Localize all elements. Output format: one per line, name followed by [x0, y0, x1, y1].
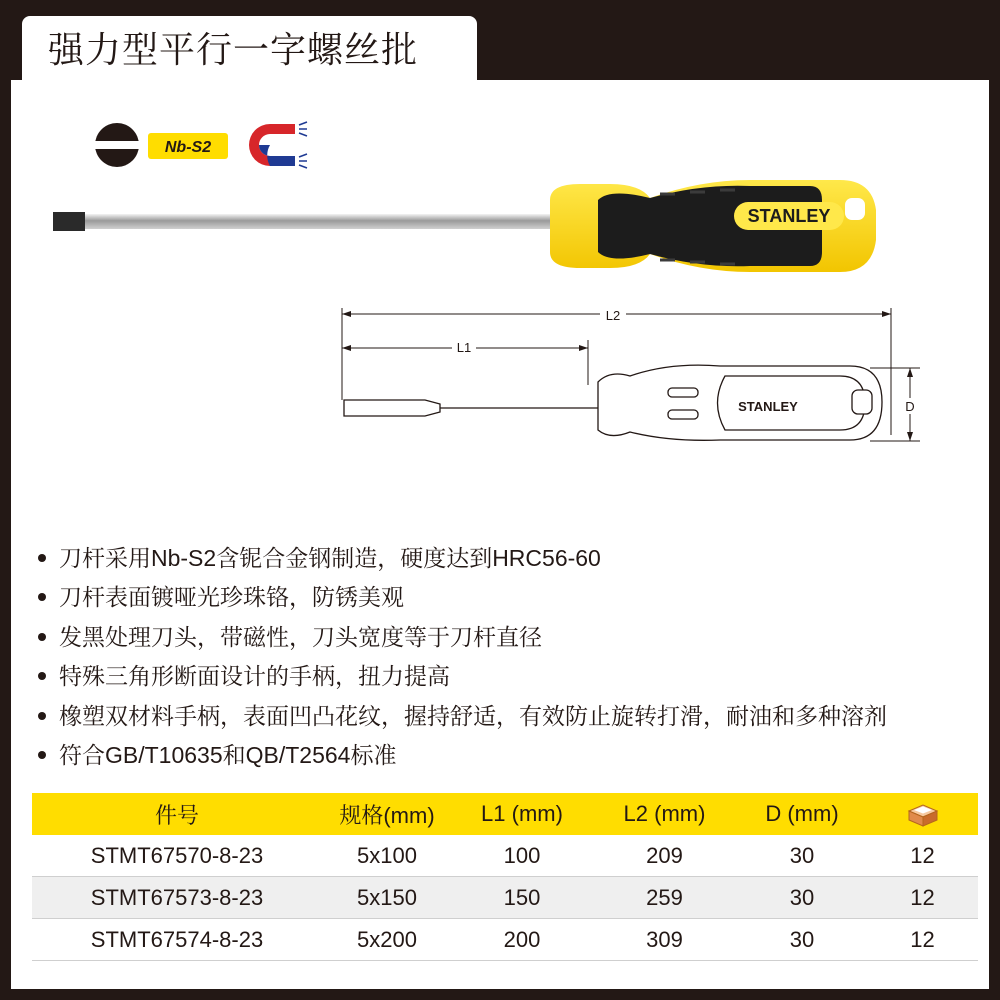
table-row: [32, 877, 978, 919]
cell-spec: 5x150: [357, 884, 417, 910]
bullet-icon: [38, 712, 46, 720]
cell-pack-qty: 12: [910, 884, 935, 910]
l1-label: L1: [456, 340, 472, 355]
drawing-screwdriver: [344, 365, 882, 440]
l2-label: L2: [605, 308, 621, 323]
feature-icons: [95, 120, 325, 170]
header-pack-qty: [867, 800, 978, 827]
cell-pack-qty: 12: [910, 926, 935, 952]
cell-d: 30: [789, 884, 815, 910]
bullet-icon: [38, 593, 46, 601]
table-header: [32, 793, 978, 835]
cell-pack-qty: 12: [910, 842, 935, 868]
package-box-icon: [906, 802, 940, 828]
cell-d: 30: [789, 842, 815, 868]
feature-item: [34, 696, 887, 736]
material-badge-text: Nb-S2: [164, 139, 212, 156]
table-row: [32, 835, 978, 877]
brand-logo: STANLEY: [747, 206, 831, 226]
feature-text: 特殊三角形断面设计的手柄，扭力提高: [59, 663, 450, 690]
header-part-no: 件号: [154, 802, 199, 828]
d-label: D: [905, 399, 915, 414]
header-l1: L1 (mm): [481, 801, 563, 826]
cell-l2: 309: [646, 926, 683, 952]
cell-part-no: STMT67574-8-23: [90, 926, 264, 952]
table-row: [32, 919, 978, 961]
cell-l1: 200: [503, 926, 541, 952]
bullet-icon: [38, 633, 46, 641]
feature-text: 刀杆采用Nb-S2含铌合金钢制造，硬度达到HRC56-60: [59, 544, 601, 571]
cell-l2: 259: [646, 884, 683, 910]
feature-text: 符合GB/T10635和QB/T2564标准: [59, 742, 397, 769]
feature-item: [34, 578, 887, 618]
header-d: D (mm): [765, 801, 839, 826]
feature-item: [34, 736, 887, 776]
shaft: [56, 214, 556, 229]
feature-text: 刀杆表面镀哑光珍珠铬，防锈美观: [59, 584, 404, 611]
spec-table: [32, 793, 978, 961]
magnet-icon: [249, 122, 307, 168]
feature-list: [34, 538, 887, 775]
header-spec: 规格(mm): [339, 802, 435, 828]
bullet-icon: [38, 554, 46, 562]
feature-text: 发黑处理刀头，带磁性，刀头宽度等于刀杆直径: [59, 623, 542, 650]
feature-item: [34, 617, 887, 657]
header-l2: L2 (mm): [623, 801, 706, 826]
slotted-tip-icon: [95, 123, 139, 167]
cell-l2: 209: [646, 842, 683, 868]
feature-item: [34, 657, 887, 697]
nb-s2-badge: [148, 133, 228, 159]
bullet-icon: [38, 751, 46, 759]
page-title: 强力型平行一字螺丝批: [48, 29, 419, 70]
bullet-icon: [38, 672, 46, 680]
cell-spec: 5x100: [357, 842, 417, 868]
title-bar: [0, 0, 1000, 80]
cell-spec: 5x200: [357, 926, 417, 952]
drawing-brand-logo: STANLEY: [738, 399, 798, 414]
cell-part-no: STMT67570-8-23: [90, 842, 264, 868]
feature-item: [34, 538, 887, 578]
dimension-drawing: [330, 290, 930, 460]
hang-hole: [845, 198, 865, 220]
screwdriver-photo: [50, 180, 880, 275]
cell-part-no: STMT67573-8-23: [90, 884, 264, 910]
cell-d: 30: [789, 926, 815, 952]
blade-tip: [53, 212, 85, 231]
cell-l1: 100: [503, 842, 541, 868]
cell-l1: 150: [503, 884, 541, 910]
feature-text: 橡塑双材料手柄，表面凹凸花纹，握持舒适，有效防止旋转打滑，耐油和多种溶剂: [59, 702, 887, 729]
